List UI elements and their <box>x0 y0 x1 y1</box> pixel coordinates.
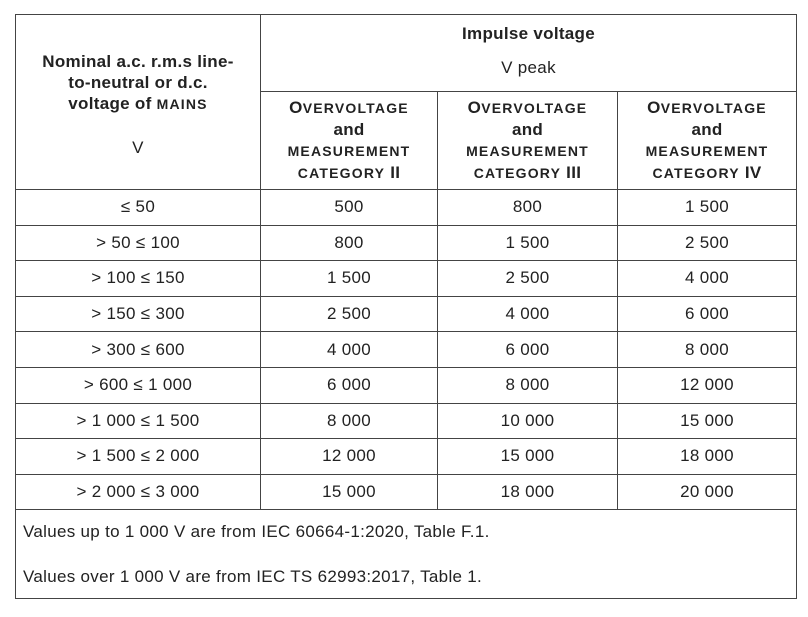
nominal-voltage-unit: V <box>132 137 144 157</box>
cat-ii-line1-first: O <box>289 98 303 118</box>
impulse-voltage-title: Impulse voltage <box>462 24 595 44</box>
cat-iii-line1-first: O <box>467 98 482 118</box>
nominal-label-line-1: Nominal a.c. r.m.s line- <box>42 51 234 71</box>
range-cell: > 300 ≤ 600 <box>16 332 261 368</box>
cat-iii-line1-rest: VERVOLTAGE <box>481 100 588 117</box>
nominal-voltage-header <box>16 15 261 190</box>
cat-iv-cell: 8 000 <box>618 332 797 368</box>
cat-iii-cell: 1 500 <box>438 225 618 261</box>
table-row <box>16 225 797 261</box>
cat-iii-cell: 2 500 <box>438 261 618 297</box>
cat-iii-cell: 18 000 <box>438 474 618 510</box>
cat-ii-line1-rest: VERVOLTAGE <box>302 100 409 117</box>
cat-ii-line2: and <box>333 120 365 140</box>
range-cell: > 1 500 ≤ 2 000 <box>16 439 261 475</box>
cat-ii-cell: 800 <box>261 225 438 261</box>
cat-ii-cell: 2 500 <box>261 296 438 332</box>
cat-ii-cell: 500 <box>261 190 438 226</box>
header-row-top <box>16 15 797 92</box>
range-cell: > 150 ≤ 300 <box>16 296 261 332</box>
impulse-voltage-header <box>261 15 797 92</box>
range-cell: ≤ 50 <box>16 190 261 226</box>
cat-iii-line3: MEASUREMENT <box>466 143 589 160</box>
impulse-voltage-unit: V peak <box>501 58 556 78</box>
cat-ii-cell: 15 000 <box>261 474 438 510</box>
cat-iii-cell: 15 000 <box>438 439 618 475</box>
cat-iii-numeral: III <box>566 163 582 183</box>
cat-ii-numeral: II <box>390 163 401 183</box>
cat-iv-line1-rest: VERVOLTAGE <box>660 100 767 117</box>
table-body <box>16 190 797 599</box>
range-cell: > 600 ≤ 1 000 <box>16 367 261 403</box>
table-row <box>16 332 797 368</box>
cat-iii-line4-word: CATEGORY <box>473 165 562 182</box>
cat-iv-line2: and <box>691 120 723 140</box>
nominal-label-line-3: voltage of <box>68 93 157 113</box>
impulse-voltage-table-wrapper <box>15 14 797 599</box>
cat-iii-cell: 6 000 <box>438 332 618 368</box>
notes-cell <box>16 510 797 599</box>
cat-iii-cell: 800 <box>438 190 618 226</box>
cat-ii-cell: 4 000 <box>261 332 438 368</box>
range-cell: > 50 ≤ 100 <box>16 225 261 261</box>
notes-row <box>16 510 797 599</box>
table-row <box>16 367 797 403</box>
nominal-label-line-2: to-neutral or d.c. <box>68 72 208 92</box>
cat-iv-cell: 18 000 <box>618 439 797 475</box>
cat-ii-cell: 8 000 <box>261 403 438 439</box>
nominal-voltage-label <box>16 47 260 115</box>
cat-iv-numeral: IV <box>744 163 762 183</box>
category-iii-header <box>438 92 618 190</box>
range-cell: > 100 ≤ 150 <box>16 261 261 297</box>
cat-iii-line2: and <box>511 120 544 140</box>
table-row <box>16 403 797 439</box>
cat-iii-cell: 4 000 <box>438 296 618 332</box>
impulse-voltage-table <box>15 14 797 599</box>
cat-ii-cell: 1 500 <box>261 261 438 297</box>
note-line-2: Values over 1 000 V are from IEC TS 62993:2017, Table 1. <box>23 567 483 587</box>
category-ii-header <box>261 92 438 190</box>
cat-iv-line3: MEASUREMENT <box>645 143 769 160</box>
cat-iv-cell: 6 000 <box>618 296 797 332</box>
cat-iv-line4-word: CATEGORY <box>652 165 740 182</box>
cat-iv-cell: 12 000 <box>618 367 797 403</box>
cat-iv-cell: 4 000 <box>618 261 797 297</box>
cat-iii-cell: 8 000 <box>438 367 618 403</box>
table-row <box>16 474 797 510</box>
cat-iv-cell: 2 500 <box>618 225 797 261</box>
cat-ii-line4-word: CATEGORY <box>297 165 386 182</box>
table-row <box>16 296 797 332</box>
range-cell: > 2 000 ≤ 3 000 <box>16 474 261 510</box>
note-line-1: Values up to 1 000 V are from IEC 60664-1:2020, Table F.1. <box>23 522 490 542</box>
cat-ii-line3: MEASUREMENT <box>287 143 411 160</box>
cat-iii-cell: 10 000 <box>438 403 618 439</box>
cat-iv-line1-first: O <box>647 98 661 118</box>
range-cell: > 1 000 ≤ 1 500 <box>16 403 261 439</box>
cat-iv-cell: 15 000 <box>618 403 797 439</box>
category-iv-header <box>618 92 797 190</box>
mains-term: MAINS <box>156 95 208 112</box>
table-row <box>16 190 797 226</box>
cat-ii-cell: 6 000 <box>261 367 438 403</box>
cat-iv-cell: 20 000 <box>618 474 797 510</box>
cat-iv-cell: 1 500 <box>618 190 797 226</box>
table-row <box>16 439 797 475</box>
table-row <box>16 261 797 297</box>
cat-ii-cell: 12 000 <box>261 439 438 475</box>
